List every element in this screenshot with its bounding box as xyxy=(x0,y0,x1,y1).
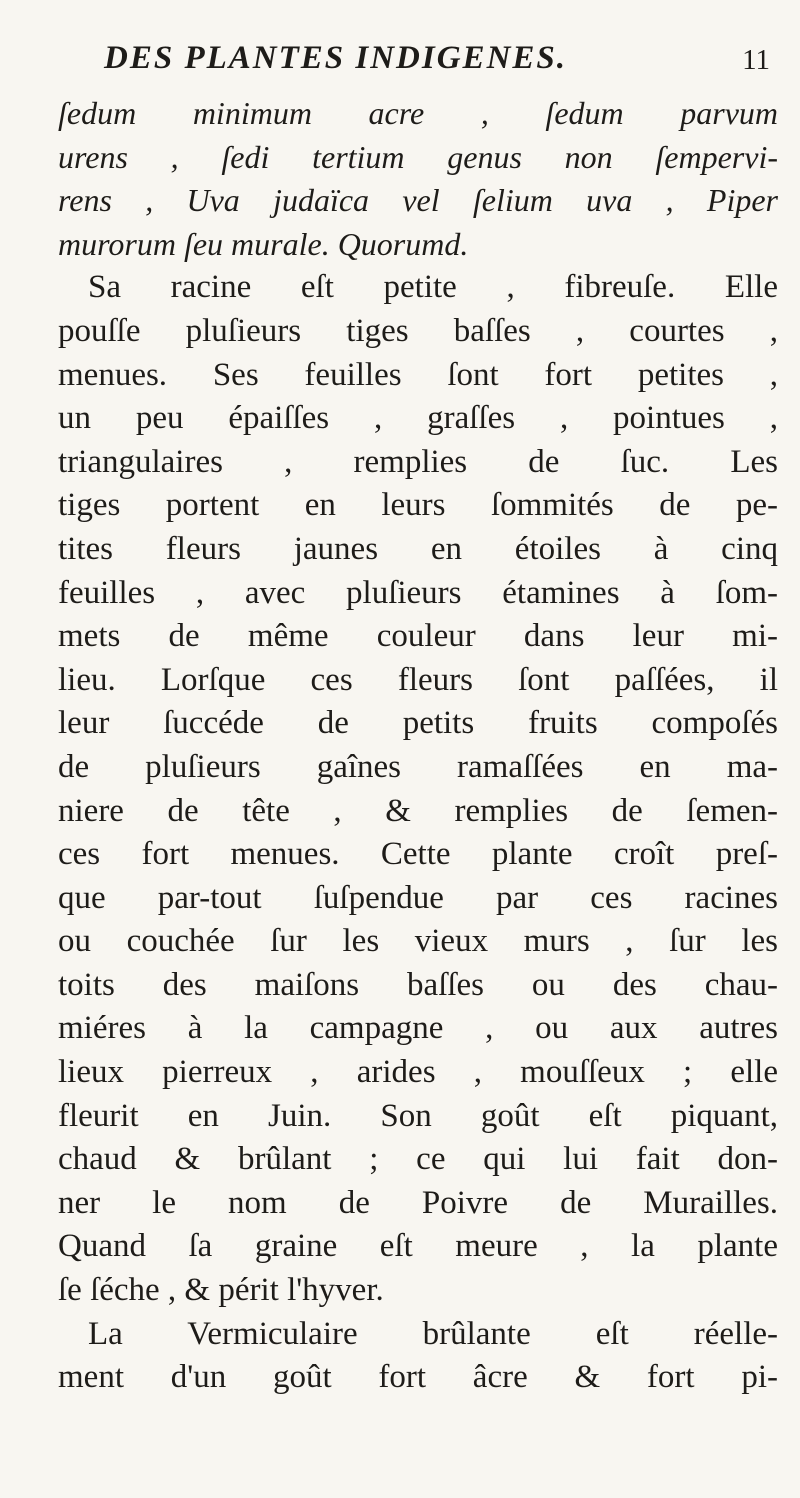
page-header xyxy=(60,40,770,90)
text-line: un peu épaiſſes , graſſes , pointues , xyxy=(58,400,778,437)
text-line: murorum ſeu murale. Quorumd. xyxy=(58,225,469,262)
text-line: lieu. Lorſque ces fleurs ſont paſſées, il xyxy=(58,661,778,698)
text-line: ces fort menues. Cette plante croît preſ- xyxy=(58,836,778,873)
text-line: de pluſieurs gaînes ramaſſées en ma- xyxy=(58,748,778,785)
text-line: mets de même couleur dans leur mi- xyxy=(58,618,778,655)
text-line: ſe ſéche , & périt l'hyver. xyxy=(58,1272,384,1309)
text-line: ou couchée ſur les vieux murs , ſur les xyxy=(58,923,778,960)
running-head: DES PLANTES INDIGENES. xyxy=(104,40,568,76)
text-line: menues. Ses feuilles ſont fort petites , xyxy=(58,356,778,393)
text-line: urens , ſedi tertium genus non ſempervi- xyxy=(58,138,778,175)
text-line: niere de tête , & remplies de ſemen- xyxy=(58,792,778,829)
text-line: tiges portent en leurs ſommités de pe- xyxy=(58,487,778,524)
text-line: chaud & brûlant ; ce qui lui fait don- xyxy=(58,1141,778,1178)
page-number: 11 xyxy=(742,44,770,76)
text-line: triangulaires , remplies de ſuc. Les xyxy=(58,443,778,480)
text-line: miéres à la campagne , ou aux autres xyxy=(58,1010,778,1047)
text-line: ner le nom de Poivre de Murailles. xyxy=(58,1184,778,1221)
text-line: Quand ſa graine eſt meure , la plante xyxy=(58,1228,778,1265)
text-line: tites fleurs jaunes en étoiles à cinq xyxy=(58,530,778,567)
body-text xyxy=(58,92,778,1400)
text-line: La Vermiculaire brûlante eſt réelle- xyxy=(88,1315,778,1352)
text-line: ment d'un goût fort âcre & fort pi- xyxy=(58,1359,778,1396)
text-line: ſedum minimum acre , ſedum parvum xyxy=(58,95,778,131)
text-line: fleurit en Juin. Son goût eſt piquant, xyxy=(58,1097,778,1134)
text-line: toits des maiſons baſſes ou des chau- xyxy=(58,966,778,1003)
text-line: rens , Uva judaïca vel ſelium uva , Piper xyxy=(58,182,778,219)
text-line: leur ſuccéde de petits fruits compoſés xyxy=(58,705,778,742)
text-line: lieux pierreux , arides , mouſſeux ; elle xyxy=(58,1054,778,1091)
text-line: pouſſe pluſieurs tiges baſſes , courtes , xyxy=(58,312,778,349)
text-line: que par-tout ſuſpendue par ces racines xyxy=(58,879,778,916)
text-line: feuilles , avec pluſieurs étamines à ſom- xyxy=(58,574,778,611)
text-line: Sa racine eſt petite , fibreuſe. Elle xyxy=(88,269,778,306)
